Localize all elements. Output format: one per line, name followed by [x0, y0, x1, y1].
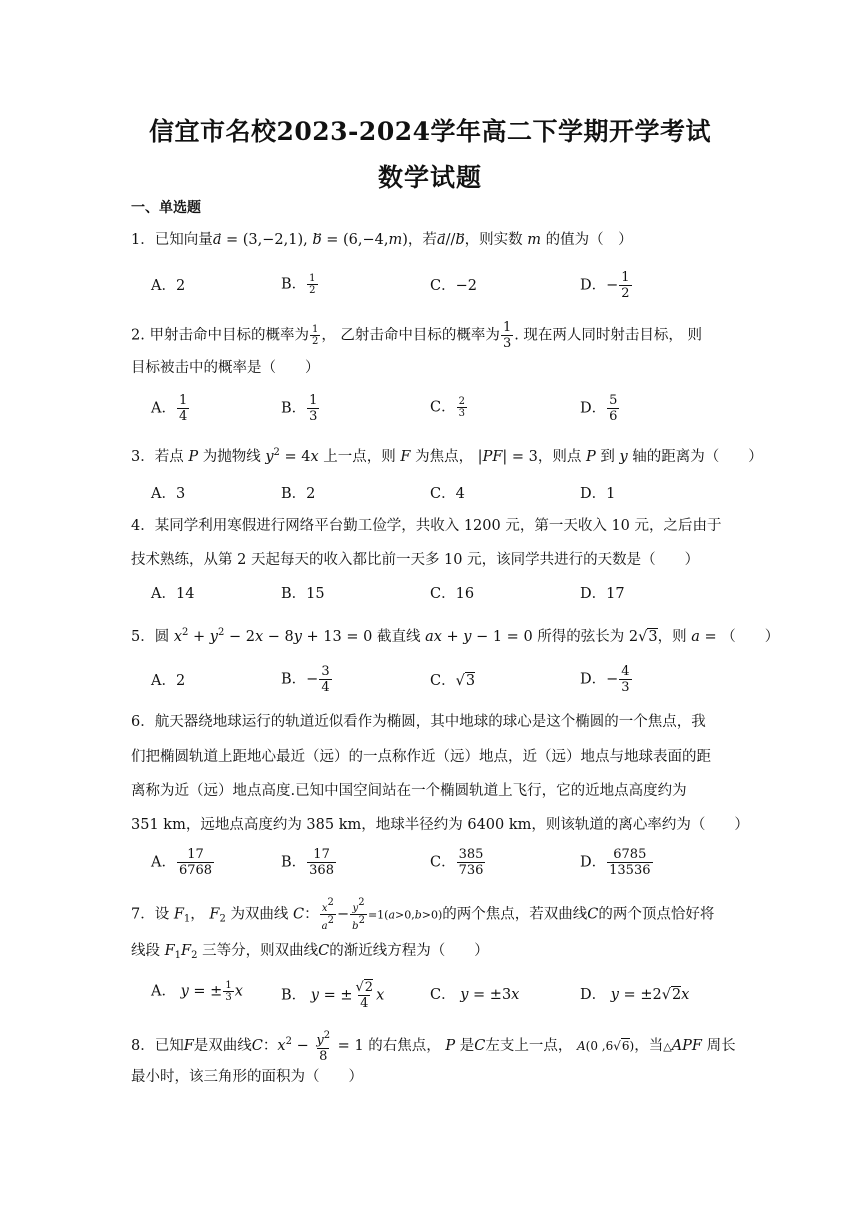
- question-6-option-b: B． $\frac{17}{368}$: [281, 847, 334, 878]
- question-3-option-c: C．4: [430, 486, 465, 502]
- question-6-option-c: C． $\frac{385}{736}$: [430, 847, 484, 878]
- question-4-stem-line2: 技术熟练，从第 2 天起每天的收入都比前一天多 10 元，该同学共进行的天数是（ ）: [131, 552, 700, 568]
- question-7-stem-line1: 7．设 $F_1$， $F_2$ 为双曲线 C： $\frac{x^2}{a^2}$ − $\frac{y^2}{b^2}$ =1(a>0,b>0)的两个焦点，若双曲线C的两个顶点恰好将: [131, 897, 715, 932]
- question-2-option-b: B． $\frac{1}{3}$: [281, 393, 318, 424]
- question-1-option-a: A．2: [151, 278, 186, 294]
- question-7-option-b: B． y = ± $\frac{√2}{4}$ x: [281, 980, 385, 1011]
- question-6-option-a: A． $\frac{17}{6768}$: [151, 847, 213, 878]
- question-3-option-a: A．3: [151, 486, 186, 502]
- question-6-stem-line2: 们把椭圆轨道上距地心最近（远）的一点称作近（远）地点，近（远）地点与地球表面的距: [131, 749, 711, 765]
- question-7-option-c: C． y = ±3x: [430, 987, 520, 1003]
- question-7-stem-line2: 线段 $F_1F_2$ 三等分，则双曲线C的渐近线方程为（ ）: [131, 943, 489, 961]
- question-7-option-a: A． y = ± $\frac{1}{3}$ x: [151, 980, 243, 1003]
- question-5-option-a: A．2: [151, 673, 186, 689]
- question-7-option-d: D． y = ±2√2x: [580, 987, 690, 1003]
- question-1-option-b: B． $\frac{1}{2}$: [281, 273, 316, 296]
- section-heading: 一、单选题: [131, 200, 201, 216]
- exam-subtitle: 数学试题: [377, 163, 482, 192]
- question-5-stem: 5．圆 $x^2 + y^2 - 2x - 8y + 13 = 0$ 截直线 ax + y − 1 = 0 所得的弦长为 2√3，则 a = （ ）: [131, 627, 780, 645]
- question-2-option-a: A． $\frac{1}{4}$: [151, 393, 188, 424]
- question-8-stem-line1: 8．已知F是双曲线C：$x^2$ − $\frac{y^2}{8}$ = 1 的右焦点， P 是C左支上一点， A(0 ,6√6)，当△APF 周长: [131, 1030, 736, 1064]
- question-6-option-d: D． $\frac{6785}{13536}$: [580, 847, 651, 878]
- question-6-stem-line3: 离称为近（远）地点高度.已知中国空间站在一个椭圆轨道上飞行，它的近地点高度约为: [131, 783, 687, 799]
- question-2-stem-line2: 目标被击中的概率是（ ）: [131, 360, 320, 376]
- question-4-stem-line1: 4．某同学利用寒假进行网络平台勤工俭学，共收入 1200 元，第一天收入 10 元，之后由于: [131, 518, 722, 534]
- question-3-stem: 3．若点 P 为抛物线 $y^2 = 4x$ 上一点，则 F 为焦点， |PF| = 3，则点 P 到 y 轴的距离为（ ）: [131, 447, 763, 465]
- question-4-option-b: B．15: [281, 586, 325, 602]
- question-2-option-d: D． $\frac{5}{6}$: [580, 393, 618, 424]
- question-1-stem: 1．已知向量a = (3,−2,1), b = (6,−4,m)，若a⃗//b，则实数 m 的值为（ ）: [131, 232, 633, 248]
- question-2-option-c: C． $\frac{2}{3}$: [430, 396, 465, 419]
- question-1-option-d: D．− $\frac{1}{2}$: [580, 270, 630, 301]
- question-2-stem-line1: 2. 甲射击命中目标的概率为 $\frac{1}{2}$ ， 乙射击命中目标的概率为 $\frac{1}{3}$ . 现在两人同时射击目标， 则: [131, 320, 703, 351]
- question-5-option-d: D．− $\frac{4}{3}$: [580, 664, 630, 695]
- question-6-stem-line1: 6．航天器绕地球运行的轨道近似看作为椭圆，其中地球的球心是这个椭圆的一个焦点，我: [131, 714, 706, 730]
- question-4-option-a: A．14: [151, 586, 195, 602]
- question-8-stem-line2: 最小时，该三角形的面积为（ ）: [131, 1069, 363, 1085]
- question-1-option-c: C．−2: [430, 278, 477, 294]
- question-3-option-d: D．1: [580, 486, 616, 502]
- exam-title: 信宜市名校2023-2024学年高二下学期开学考试: [148, 117, 712, 146]
- question-6-stem-line4: 351 km，远地点高度约为 385 km，地球半径约为 6400 km，则该轨道的离心率约为（ ）: [131, 817, 749, 833]
- question-5-option-c: C．√3: [430, 673, 476, 689]
- question-5-option-b: B．− $\frac{3}{4}$: [281, 664, 330, 695]
- question-3-option-b: B．2: [281, 486, 316, 502]
- question-4-option-d: D．17: [580, 586, 625, 602]
- question-4-option-c: C．16: [430, 586, 475, 602]
